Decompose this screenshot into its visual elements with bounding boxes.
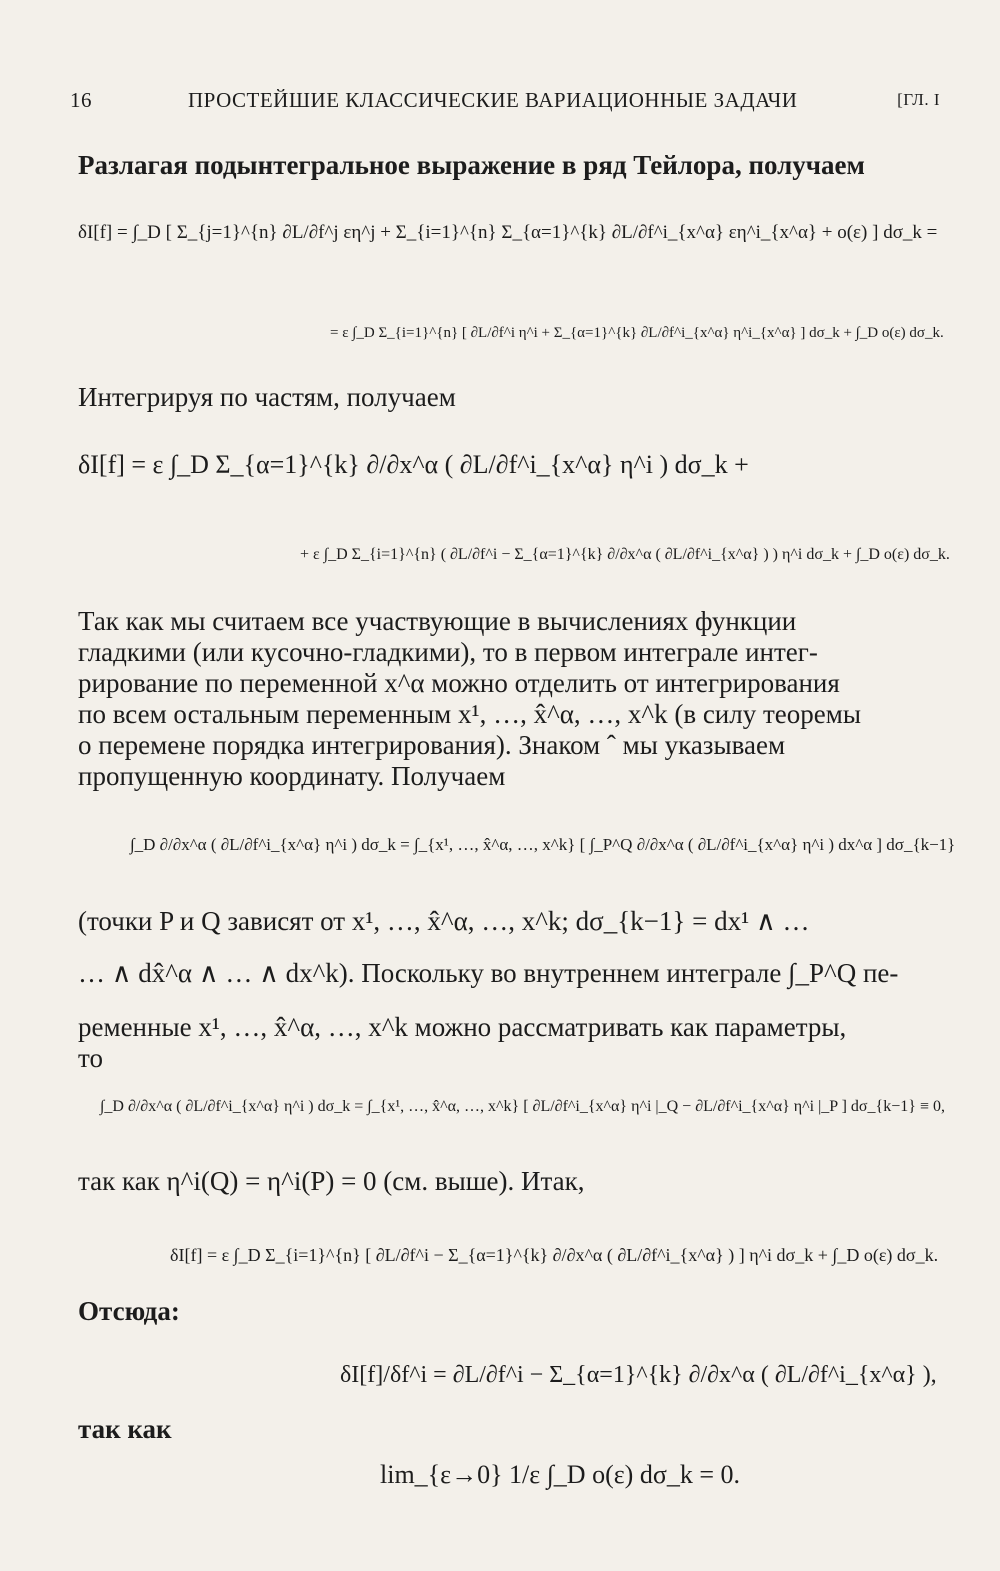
- paragraph-line: то: [78, 1043, 103, 1073]
- paragraph-hence: Отсюда:: [78, 1296, 180, 1326]
- running-header: [70, 88, 940, 118]
- paragraph-eta-vanishes: так как η^i(Q) = η^i(P) = 0 (см. выше). Итак,: [78, 1166, 585, 1196]
- equation-boundary-terms: ∫_D ∂/∂x^α ( ∂L/∂f^i_{x^α} η^i ) dσ_k = ∫_{x¹, …, x̂^α, …, x^k} [ ∂L/∂f^i_{x^α} η^i |_Q − ∂L/∂f^i_{x^α} η^i |_P ] dσ_{k−1} ≡ 0,: [100, 1098, 945, 1115]
- equation-by-parts-line1: δI[f] = ε ∫_D Σ_{α=1}^{k} ∂/∂x^α ( ∂L/∂f^i_{x^α} η^i ) dσ_k +: [78, 450, 749, 479]
- paragraph-line: гладкими (или кусочно-гладкими), то в первом интеграле интег-: [78, 637, 818, 667]
- equation-variation-taylor-line2: = ε ∫_D Σ_{i=1}^{n} [ ∂L/∂f^i η^i + Σ_{α=1}^{k} ∂L/∂f^i_{x^α} η^i_{x^α} ] dσ_k + ∫_D o(ε) dσ_k.: [330, 325, 944, 341]
- paragraph-line: по всем остальным переменным x¹, …, x̂^α, …, x^k (в силу теоремы: [78, 699, 861, 729]
- equation-iterated-integral: ∫_D ∂/∂x^α ( ∂L/∂f^i_{x^α} η^i ) dσ_k = ∫_{x¹, …, x̂^α, …, x^k} [ ∫_P^Q ∂/∂x^α ( ∂L/∂f^i_{x^α} η^i ) dx^α ] dσ_{k−1}: [130, 835, 956, 854]
- chapter-marker: [ГЛ. I: [897, 90, 940, 109]
- paragraph-line: ременные x¹, …, x̂^α, …, x^k можно рассматривать как параметры,: [78, 1012, 847, 1042]
- paragraph-line: … ∧ dx̂^α ∧ … ∧ dx^k). Поскольку во внутреннем интеграле ∫_P^Q пе-: [78, 958, 899, 988]
- page-number: 16: [70, 88, 92, 112]
- paragraph-taylor: Разлагая подынтегральное выражение в ряд Тейлора, получаем: [78, 150, 865, 180]
- equation-variation-taylor-line1: δI[f] = ∫_D [ Σ_{j=1}^{n} ∂L/∂f^j εη^j + Σ_{i=1}^{n} Σ_{α=1}^{k} ∂L/∂f^i_{x^α} εη^i_{x^α} + o(ε) ] dσ_k =: [78, 222, 938, 243]
- paragraph-line: (точки P и Q зависят от x¹, …, x̂^α, …, x^k; dσ_{k−1} = dx¹ ∧ …: [78, 906, 810, 936]
- paragraph-line: Так как мы считаем все участвующие в вычислениях функции: [78, 606, 797, 636]
- paragraph-integration-by-parts: Интегрируя по частям, получаем: [78, 382, 456, 412]
- paragraph-line: рирование по переменной x^α можно отделить от интегрирования: [78, 668, 840, 698]
- equation-final-variation: δI[f] = ε ∫_D Σ_{i=1}^{n} [ ∂L/∂f^i − Σ_{α=1}^{k} ∂/∂x^α ( ∂L/∂f^i_{x^α} ) ] η^i dσ_k + ∫_D o(ε) dσ_k.: [170, 1245, 939, 1265]
- equation-variational-derivative: δI[f]/δf^i = ∂L/∂f^i − Σ_{α=1}^{k} ∂/∂x^α ( ∂L/∂f^i_{x^α} ),: [340, 1362, 937, 1388]
- paragraph-line: о перемене порядка интегрирования). Знаком ˆ мы указываем: [78, 730, 786, 760]
- chapter-running-title: ПРОСТЕЙШИЕ КЛАССИЧЕСКИЕ ВАРИАЦИОННЫЕ ЗАДАЧИ: [188, 88, 798, 112]
- equation-by-parts-line2: + ε ∫_D Σ_{i=1}^{n} ( ∂L/∂f^i − Σ_{α=1}^{k} ∂/∂x^α ( ∂L/∂f^i_{x^α} ) ) η^i dσ_k + ∫_D o(ε) dσ_k.: [300, 546, 950, 563]
- equation-limit: lim_{ε→0} 1/ε ∫_D o(ε) dσ_k = 0.: [380, 1460, 741, 1489]
- paragraph-since: так как: [78, 1414, 172, 1444]
- paragraph-line: пропущенную координату. Получаем: [78, 761, 506, 791]
